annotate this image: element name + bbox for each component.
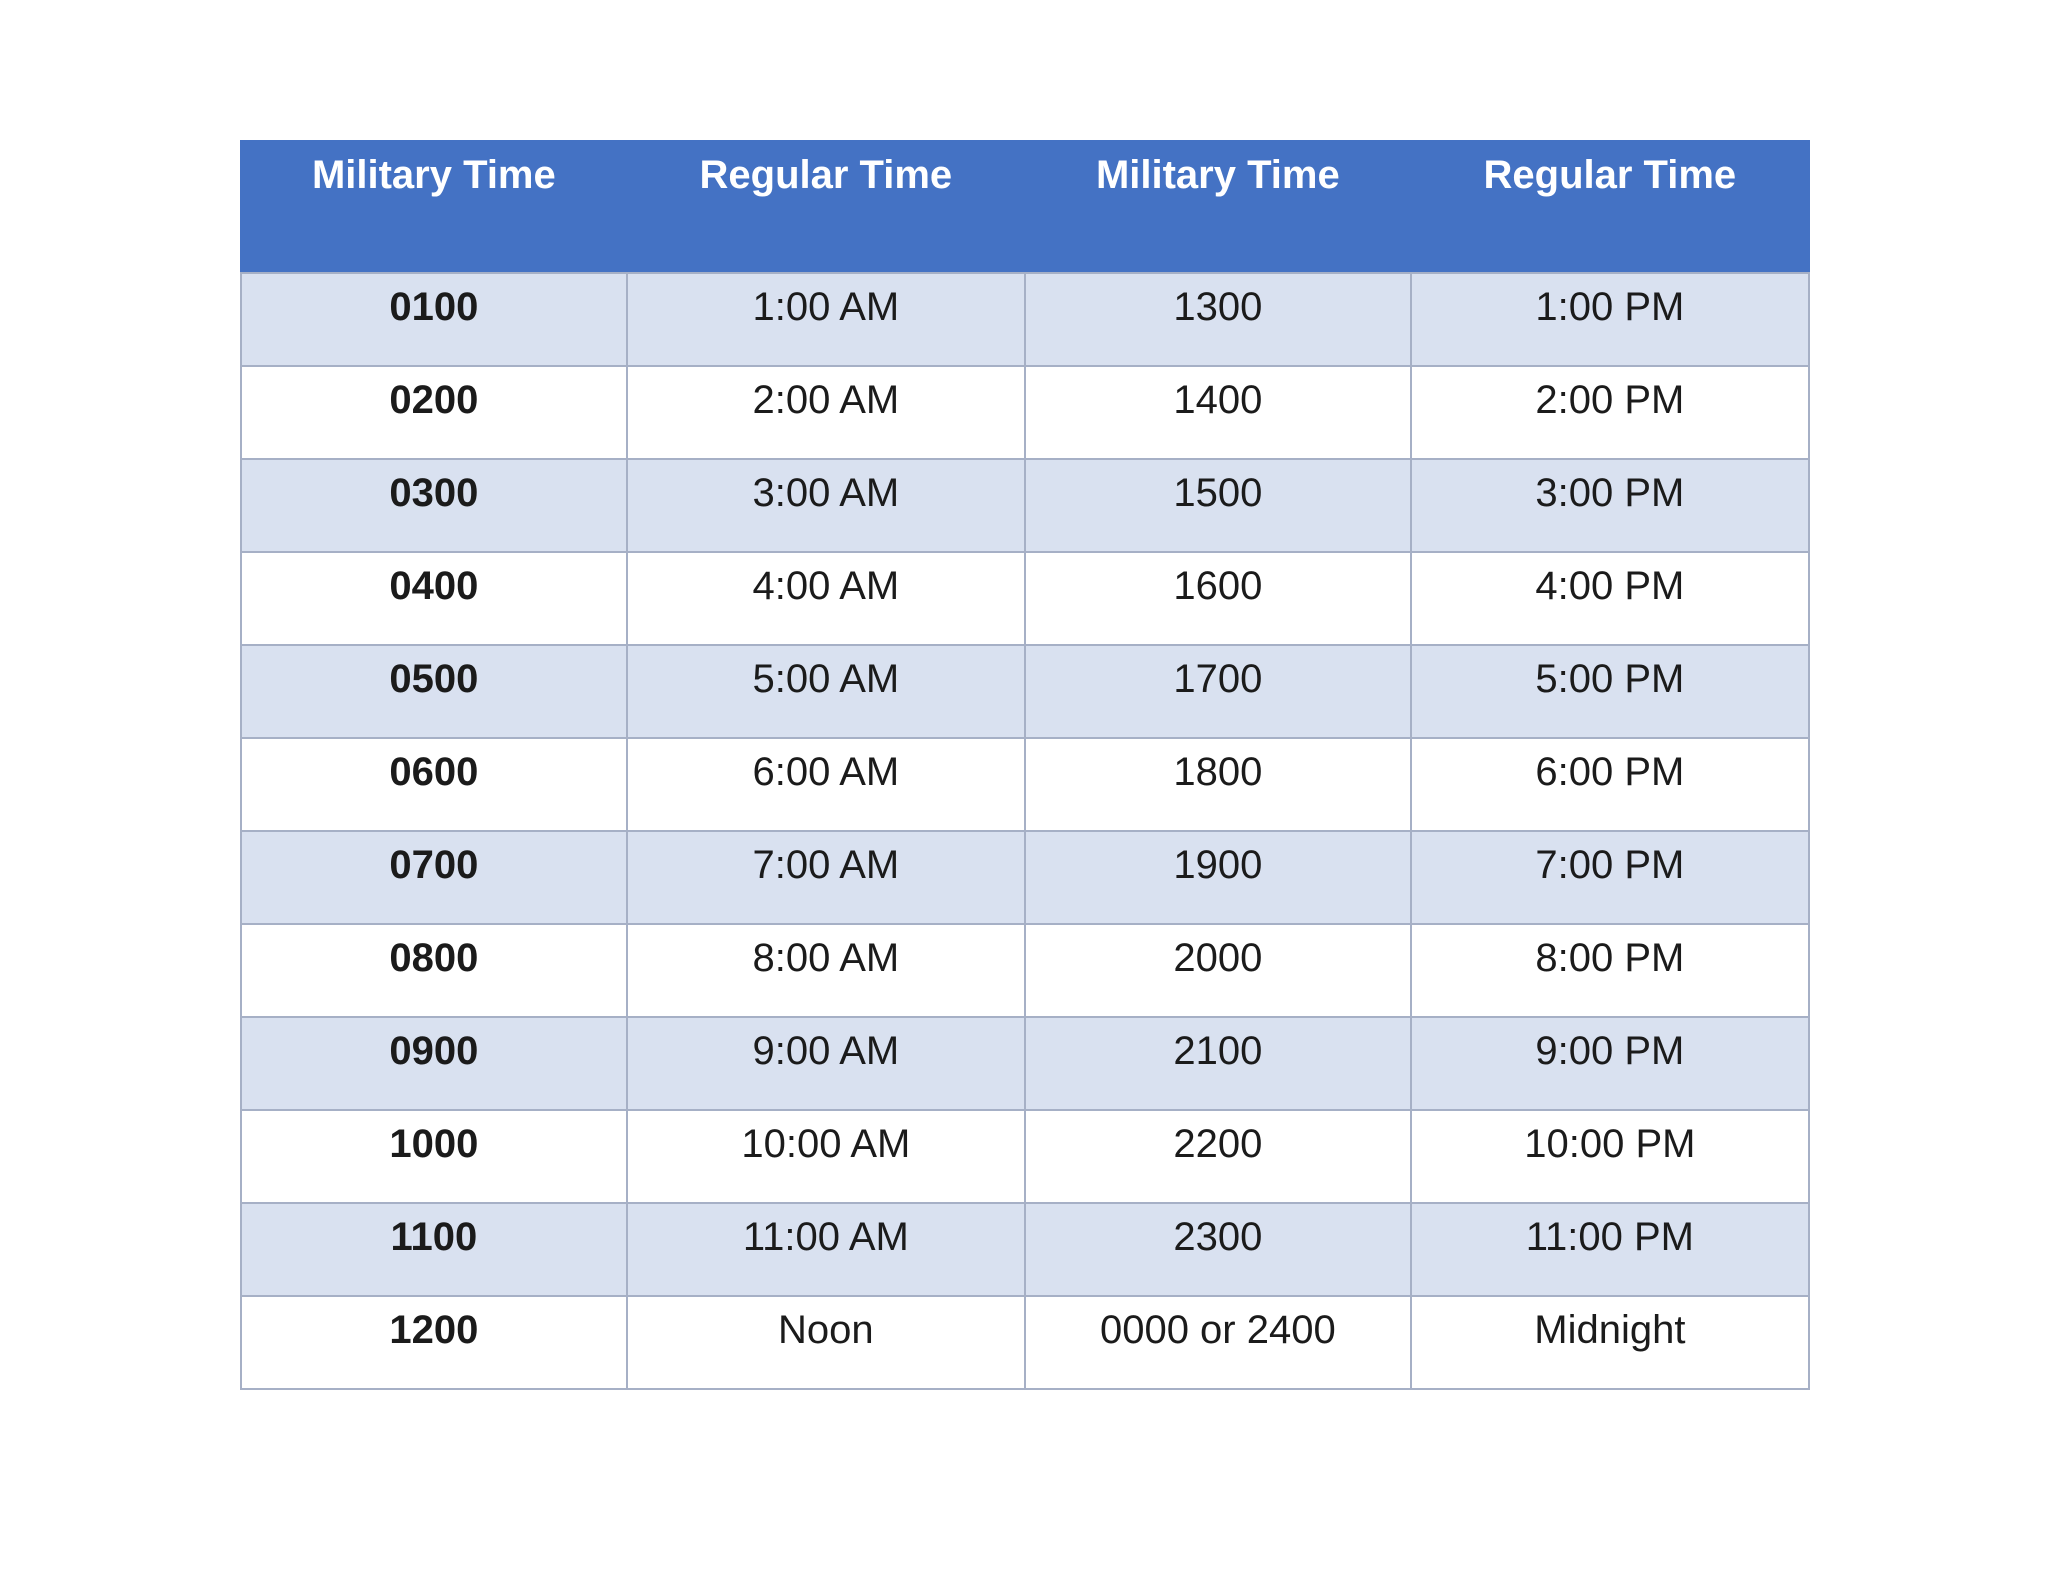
cell-regular-time-right: 6:00 PM [1411, 738, 1809, 831]
cell-regular-time-right: 9:00 PM [1411, 1017, 1809, 1110]
cell-military-time-right: 1600 [1025, 552, 1411, 645]
table-row [241, 924, 1809, 1017]
column-header-regular-time-2: Regular Time [1411, 141, 1809, 273]
cell-regular-time-left: 1:00 AM [627, 273, 1025, 366]
cell-regular-time-left: 9:00 AM [627, 1017, 1025, 1110]
cell-regular-time-left: 5:00 AM [627, 645, 1025, 738]
table-row [241, 1110, 1809, 1203]
cell-regular-time-right: 7:00 PM [1411, 831, 1809, 924]
table-row [241, 1203, 1809, 1296]
cell-military-time-left: 0800 [241, 924, 627, 1017]
cell-military-time-left: 0700 [241, 831, 627, 924]
cell-regular-time-left: Noon [627, 1296, 1025, 1389]
cell-military-time-left: 0900 [241, 1017, 627, 1110]
cell-regular-time-left: 7:00 AM [627, 831, 1025, 924]
column-header-military-time-2: Military Time [1025, 141, 1411, 273]
table-row [241, 645, 1809, 738]
cell-regular-time-right: 10:00 PM [1411, 1110, 1809, 1203]
cell-military-time-right: 2000 [1025, 924, 1411, 1017]
cell-military-time-right: 1800 [1025, 738, 1411, 831]
column-header-military-time-1: Military Time [241, 141, 627, 273]
cell-military-time-right: 1700 [1025, 645, 1411, 738]
table-row [241, 366, 1809, 459]
cell-regular-time-right: 5:00 PM [1411, 645, 1809, 738]
cell-regular-time-left: 8:00 AM [627, 924, 1025, 1017]
cell-regular-time-right: 4:00 PM [1411, 552, 1809, 645]
cell-regular-time-left: 4:00 AM [627, 552, 1025, 645]
cell-military-time-left: 0400 [241, 552, 627, 645]
table-row [241, 459, 1809, 552]
cell-regular-time-left: 2:00 AM [627, 366, 1025, 459]
header-row [241, 141, 1809, 273]
cell-regular-time-right: Midnight [1411, 1296, 1809, 1389]
cell-regular-time-right: 1:00 PM [1411, 273, 1809, 366]
cell-military-time-left: 0200 [241, 366, 627, 459]
cell-regular-time-right: 8:00 PM [1411, 924, 1809, 1017]
cell-military-time-left: 0600 [241, 738, 627, 831]
cell-military-time-left: 1200 [241, 1296, 627, 1389]
cell-regular-time-right: 11:00 PM [1411, 1203, 1809, 1296]
cell-regular-time-right: 2:00 PM [1411, 366, 1809, 459]
cell-regular-time-left: 11:00 AM [627, 1203, 1025, 1296]
cell-military-time-right: 1400 [1025, 366, 1411, 459]
table-row [241, 831, 1809, 924]
cell-military-time-right: 0000 or 2400 [1025, 1296, 1411, 1389]
cell-military-time-right: 1300 [1025, 273, 1411, 366]
cell-regular-time-left: 3:00 AM [627, 459, 1025, 552]
cell-military-time-left: 0300 [241, 459, 627, 552]
table-row [241, 738, 1809, 831]
cell-military-time-right: 2200 [1025, 1110, 1411, 1203]
column-header-regular-time-1: Regular Time [627, 141, 1025, 273]
table-row [241, 1017, 1809, 1110]
cell-regular-time-left: 6:00 AM [627, 738, 1025, 831]
cell-regular-time-left: 10:00 AM [627, 1110, 1025, 1203]
cell-military-time-left: 0500 [241, 645, 627, 738]
military-time-conversion-table [240, 140, 1810, 1390]
cell-military-time-left: 1000 [241, 1110, 627, 1203]
cell-military-time-right: 1900 [1025, 831, 1411, 924]
table-row [241, 273, 1809, 366]
table-row [241, 1296, 1809, 1389]
table-row [241, 552, 1809, 645]
cell-military-time-left: 1100 [241, 1203, 627, 1296]
cell-military-time-right: 2100 [1025, 1017, 1411, 1110]
cell-military-time-right: 2300 [1025, 1203, 1411, 1296]
cell-military-time-left: 0100 [241, 273, 627, 366]
cell-military-time-right: 1500 [1025, 459, 1411, 552]
cell-regular-time-right: 3:00 PM [1411, 459, 1809, 552]
